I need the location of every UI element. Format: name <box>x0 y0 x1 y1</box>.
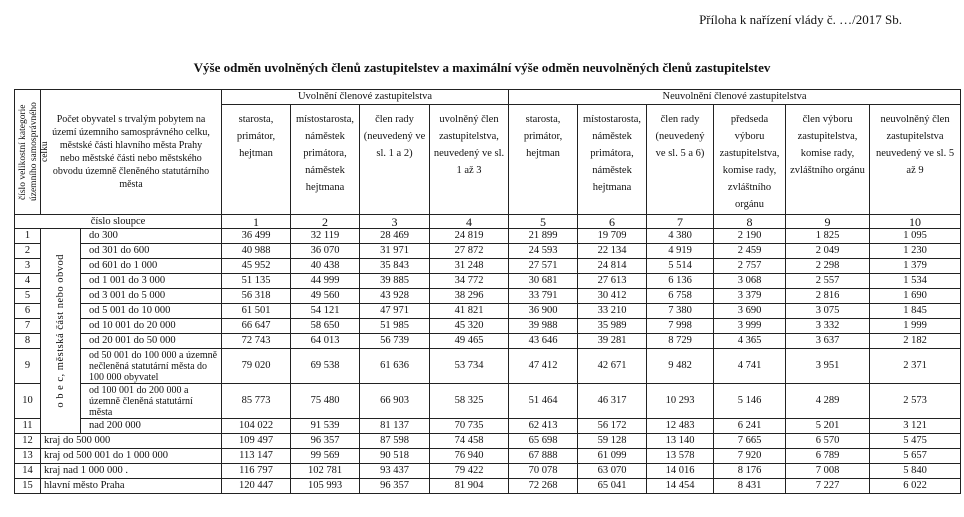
population-range: od 5 001 do 10 000 <box>81 304 222 319</box>
unreleased-members-group-header: Neuvolnění členové zastupitelstva <box>509 90 961 105</box>
amount-cell: 66 647 <box>222 319 291 334</box>
amount-cell: 1 534 <box>870 274 961 289</box>
amount-cell: 6 758 <box>647 289 714 304</box>
amount-cell: 96 357 <box>360 479 430 494</box>
table-row <box>15 449 961 464</box>
amount-cell: 43 928 <box>360 289 430 304</box>
amount-cell: 5 146 <box>714 384 786 419</box>
amount-cell: 3 690 <box>714 304 786 319</box>
amount-cell: 65 698 <box>509 434 578 449</box>
amount-cell: 5 201 <box>786 419 870 434</box>
category-number: 9 <box>15 349 41 384</box>
amount-cell: 56 318 <box>222 289 291 304</box>
amount-cell: 47 412 <box>509 349 578 384</box>
amount-cell: 70 078 <box>509 464 578 479</box>
table-row <box>15 349 961 384</box>
amount-cell: 39 988 <box>509 319 578 334</box>
population-range: od 50 001 do 100 000 a územně nečleněná statutární města do 100 000 obyvatel <box>81 349 222 384</box>
amount-cell: 42 671 <box>578 349 647 384</box>
amount-cell: 61 099 <box>578 449 647 464</box>
amount-cell: 2 573 <box>870 384 961 419</box>
category-number: 8 <box>15 334 41 349</box>
amount-cell: 38 296 <box>430 289 509 304</box>
amount-cell: 8 729 <box>647 334 714 349</box>
amount-cell: 9 482 <box>647 349 714 384</box>
amount-cell: 44 999 <box>291 274 360 289</box>
amount-cell: 7 227 <box>786 479 870 494</box>
column-header-8: předseda výboru zastupitelstva, komise rady, zvláštního orgánu <box>714 105 786 215</box>
amount-cell: 87 598 <box>360 434 430 449</box>
amount-cell: 34 772 <box>430 274 509 289</box>
amount-cell: 1 845 <box>870 304 961 319</box>
amount-cell: 1 095 <box>870 229 961 244</box>
amount-cell: 7 998 <box>647 319 714 334</box>
amount-cell: 113 147 <box>222 449 291 464</box>
population-range: od 1 001 do 3 000 <box>81 274 222 289</box>
population-range: kraj do 500 000 <box>41 434 222 449</box>
column-number-8: 8 <box>714 215 786 229</box>
amount-cell: 27 571 <box>509 259 578 274</box>
amount-cell: 5 840 <box>870 464 961 479</box>
amount-cell: 6 570 <box>786 434 870 449</box>
amount-cell: 21 899 <box>509 229 578 244</box>
column-header-2: místostarosta, náměstek primátora, náměstek hejtmana <box>291 105 360 215</box>
amount-cell: 63 070 <box>578 464 647 479</box>
amount-cell: 85 773 <box>222 384 291 419</box>
amount-cell: 36 499 <box>222 229 291 244</box>
municipality-group-label: o b e c, městská část nebo obvod <box>41 229 81 434</box>
amount-cell: 90 518 <box>360 449 430 464</box>
amount-cell: 3 332 <box>786 319 870 334</box>
population-range: od 10 001 do 20 000 <box>81 319 222 334</box>
amount-cell: 58 325 <box>430 384 509 419</box>
amount-cell: 6 022 <box>870 479 961 494</box>
column-number-4: 4 <box>430 215 509 229</box>
amount-cell: 2 298 <box>786 259 870 274</box>
population-range: od 601 do 1 000 <box>81 259 222 274</box>
amount-cell: 79 020 <box>222 349 291 384</box>
amount-cell: 61 636 <box>360 349 430 384</box>
amount-cell: 24 814 <box>578 259 647 274</box>
amount-cell: 35 843 <box>360 259 430 274</box>
column-number-1: 1 <box>222 215 291 229</box>
amount-cell: 45 952 <box>222 259 291 274</box>
amount-cell: 62 413 <box>509 419 578 434</box>
amount-cell: 56 172 <box>578 419 647 434</box>
amount-cell: 81 904 <box>430 479 509 494</box>
amount-cell: 2 816 <box>786 289 870 304</box>
column-header-10: neuvolněný člen zastupitelstva neuvedený ve sl. 5 až 9 <box>870 105 961 215</box>
table-row <box>15 259 961 274</box>
amount-cell: 109 497 <box>222 434 291 449</box>
released-members-group-header: Uvolnění členové zastupitelstva <box>222 90 509 105</box>
category-number: 15 <box>15 479 41 494</box>
column-number-10: 10 <box>870 215 961 229</box>
table-row <box>15 384 961 419</box>
amount-cell: 30 412 <box>578 289 647 304</box>
table-row <box>15 464 961 479</box>
amount-cell: 35 989 <box>578 319 647 334</box>
amount-cell: 79 422 <box>430 464 509 479</box>
category-number: 2 <box>15 244 41 259</box>
amount-cell: 3 999 <box>714 319 786 334</box>
category-number: 1 <box>15 229 41 244</box>
amount-cell: 41 821 <box>430 304 509 319</box>
annex-reference: Příloha k nařízení vlády č. …/2017 Sb. <box>699 12 902 27</box>
amount-cell: 3 075 <box>786 304 870 319</box>
category-number: 4 <box>15 274 41 289</box>
amount-cell: 10 293 <box>647 384 714 419</box>
category-number: 10 <box>15 384 41 419</box>
amount-cell: 14 016 <box>647 464 714 479</box>
amount-cell: 81 137 <box>360 419 430 434</box>
amount-cell: 33 210 <box>578 304 647 319</box>
table-row <box>15 419 961 434</box>
table-row <box>15 434 961 449</box>
table-row <box>15 244 961 259</box>
amount-cell: 45 320 <box>430 319 509 334</box>
column-header-9: člen výboru zastupitelstva, komise rady, zvláštního orgánu <box>786 105 870 215</box>
category-header: číslo velikostní kategorie územního samosprávného celku <box>15 90 41 215</box>
amount-cell: 8 431 <box>714 479 786 494</box>
remuneration-table <box>14 89 961 494</box>
amount-cell: 3 379 <box>714 289 786 304</box>
amount-cell: 7 920 <box>714 449 786 464</box>
amount-cell: 36 900 <box>509 304 578 319</box>
amount-cell: 7 008 <box>786 464 870 479</box>
category-number: 11 <box>15 419 41 434</box>
amount-cell: 4 289 <box>786 384 870 419</box>
amount-cell: 65 041 <box>578 479 647 494</box>
amount-cell: 5 475 <box>870 434 961 449</box>
population-range: kraj od 500 001 do 1 000 000 <box>41 449 222 464</box>
table-row <box>15 334 961 349</box>
column-number-6: 6 <box>578 215 647 229</box>
amount-cell: 33 791 <box>509 289 578 304</box>
amount-cell: 61 501 <box>222 304 291 319</box>
amount-cell: 12 483 <box>647 419 714 434</box>
amount-cell: 51 135 <box>222 274 291 289</box>
amount-cell: 2 371 <box>870 349 961 384</box>
amount-cell: 72 268 <box>509 479 578 494</box>
amount-cell: 7 380 <box>647 304 714 319</box>
amount-cell: 8 176 <box>714 464 786 479</box>
amount-cell: 49 465 <box>430 334 509 349</box>
amount-cell: 1 690 <box>870 289 961 304</box>
amount-cell: 5 514 <box>647 259 714 274</box>
population-range: od 301 do 600 <box>81 244 222 259</box>
category-number: 3 <box>15 259 41 274</box>
amount-cell: 46 317 <box>578 384 647 419</box>
amount-cell: 4 919 <box>647 244 714 259</box>
amount-cell: 22 134 <box>578 244 647 259</box>
category-number: 14 <box>15 464 41 479</box>
amount-cell: 51 985 <box>360 319 430 334</box>
amount-cell: 39 281 <box>578 334 647 349</box>
column-number-2: 2 <box>291 215 360 229</box>
amount-cell: 2 557 <box>786 274 870 289</box>
amount-cell: 104 022 <box>222 419 291 434</box>
population-range: do 300 <box>81 229 222 244</box>
amount-cell: 28 469 <box>360 229 430 244</box>
column-header-7: člen rady (neuvedený ve sl. 5 a 6) <box>647 105 714 215</box>
column-number-5: 5 <box>509 215 578 229</box>
amount-cell: 2 049 <box>786 244 870 259</box>
amount-cell: 43 646 <box>509 334 578 349</box>
amount-cell: 3 637 <box>786 334 870 349</box>
table-row <box>15 304 961 319</box>
amount-cell: 4 380 <box>647 229 714 244</box>
category-number: 7 <box>15 319 41 334</box>
amount-cell: 1 825 <box>786 229 870 244</box>
population-range: nad 200 000 <box>81 419 222 434</box>
amount-cell: 27 613 <box>578 274 647 289</box>
amount-cell: 66 903 <box>360 384 430 419</box>
column-header-3: člen rady (neuvedený ve sl. 1 a 2) <box>360 105 430 215</box>
table-row <box>15 319 961 334</box>
column-number-3: 3 <box>360 215 430 229</box>
population-range: od 3 001 do 5 000 <box>81 289 222 304</box>
amount-cell: 36 070 <box>291 244 360 259</box>
category-number: 5 <box>15 289 41 304</box>
column-header-4: uvolněný člen zastupitelstva, neuvedený ve sl. 1 až 3 <box>430 105 509 215</box>
category-number: 6 <box>15 304 41 319</box>
amount-cell: 5 657 <box>870 449 961 464</box>
amount-cell: 70 735 <box>430 419 509 434</box>
amount-cell: 4 365 <box>714 334 786 349</box>
amount-cell: 120 447 <box>222 479 291 494</box>
amount-cell: 51 464 <box>509 384 578 419</box>
amount-cell: 31 248 <box>430 259 509 274</box>
amount-cell: 4 741 <box>714 349 786 384</box>
amount-cell: 74 458 <box>430 434 509 449</box>
amount-cell: 72 743 <box>222 334 291 349</box>
table-row <box>15 289 961 304</box>
amount-cell: 40 438 <box>291 259 360 274</box>
column-header-5: starosta, primátor, hejtman <box>509 105 578 215</box>
population-range: hlavní město Praha <box>41 479 222 494</box>
amount-cell: 58 650 <box>291 319 360 334</box>
amount-cell: 76 940 <box>430 449 509 464</box>
amount-cell: 3 068 <box>714 274 786 289</box>
amount-cell: 67 888 <box>509 449 578 464</box>
amount-cell: 6 241 <box>714 419 786 434</box>
population-range: od 20 001 do 50 000 <box>81 334 222 349</box>
category-number: 12 <box>15 434 41 449</box>
amount-cell: 69 538 <box>291 349 360 384</box>
amount-cell: 13 578 <box>647 449 714 464</box>
amount-cell: 56 739 <box>360 334 430 349</box>
population-header: Počet obyvatel s trvalým pobytem na území územního samosprávného celku, městské části hlavního města Prahy nebo městské části nebo městského obvodu územně členěného statutárního města <box>41 90 222 215</box>
column-number-9: 9 <box>786 215 870 229</box>
amount-cell: 105 993 <box>291 479 360 494</box>
amount-cell: 1 379 <box>870 259 961 274</box>
amount-cell: 2 190 <box>714 229 786 244</box>
amount-cell: 14 454 <box>647 479 714 494</box>
amount-cell: 2 459 <box>714 244 786 259</box>
amount-cell: 6 789 <box>786 449 870 464</box>
amount-cell: 3 951 <box>786 349 870 384</box>
amount-cell: 19 709 <box>578 229 647 244</box>
column-header-1: starosta, primátor, hejtman <box>222 105 291 215</box>
amount-cell: 2 757 <box>714 259 786 274</box>
amount-cell: 99 569 <box>291 449 360 464</box>
table-row <box>15 479 961 494</box>
column-header-6: místostarosta, náměstek primátora, náměstek hejtmana <box>578 105 647 215</box>
column-number-label: číslo sloupce <box>15 215 222 229</box>
amount-cell: 24 819 <box>430 229 509 244</box>
amount-cell: 13 140 <box>647 434 714 449</box>
amount-cell: 59 128 <box>578 434 647 449</box>
amount-cell: 1 999 <box>870 319 961 334</box>
amount-cell: 3 121 <box>870 419 961 434</box>
population-range: kraj nad 1 000 000 . <box>41 464 222 479</box>
population-range: od 100 001 do 200 000 a územně členěná statutární města <box>81 384 222 419</box>
table-row <box>15 229 961 244</box>
category-number: 13 <box>15 449 41 464</box>
amount-cell: 96 357 <box>291 434 360 449</box>
amount-cell: 64 013 <box>291 334 360 349</box>
amount-cell: 93 437 <box>360 464 430 479</box>
amount-cell: 7 665 <box>714 434 786 449</box>
amount-cell: 1 230 <box>870 244 961 259</box>
table-row <box>15 274 961 289</box>
amount-cell: 24 593 <box>509 244 578 259</box>
amount-cell: 47 971 <box>360 304 430 319</box>
document-title: Výše odměn uvolněných členů zastupitelstev a maximální výše odměn neuvolněných členů zastupitelstev <box>193 60 771 75</box>
amount-cell: 39 885 <box>360 274 430 289</box>
amount-cell: 54 121 <box>291 304 360 319</box>
amount-cell: 31 971 <box>360 244 430 259</box>
amount-cell: 75 480 <box>291 384 360 419</box>
amount-cell: 32 119 <box>291 229 360 244</box>
column-number-7: 7 <box>647 215 714 229</box>
amount-cell: 116 797 <box>222 464 291 479</box>
amount-cell: 49 560 <box>291 289 360 304</box>
amount-cell: 6 136 <box>647 274 714 289</box>
amount-cell: 102 781 <box>291 464 360 479</box>
amount-cell: 53 734 <box>430 349 509 384</box>
amount-cell: 30 681 <box>509 274 578 289</box>
amount-cell: 40 988 <box>222 244 291 259</box>
amount-cell: 2 182 <box>870 334 961 349</box>
amount-cell: 91 539 <box>291 419 360 434</box>
amount-cell: 27 872 <box>430 244 509 259</box>
